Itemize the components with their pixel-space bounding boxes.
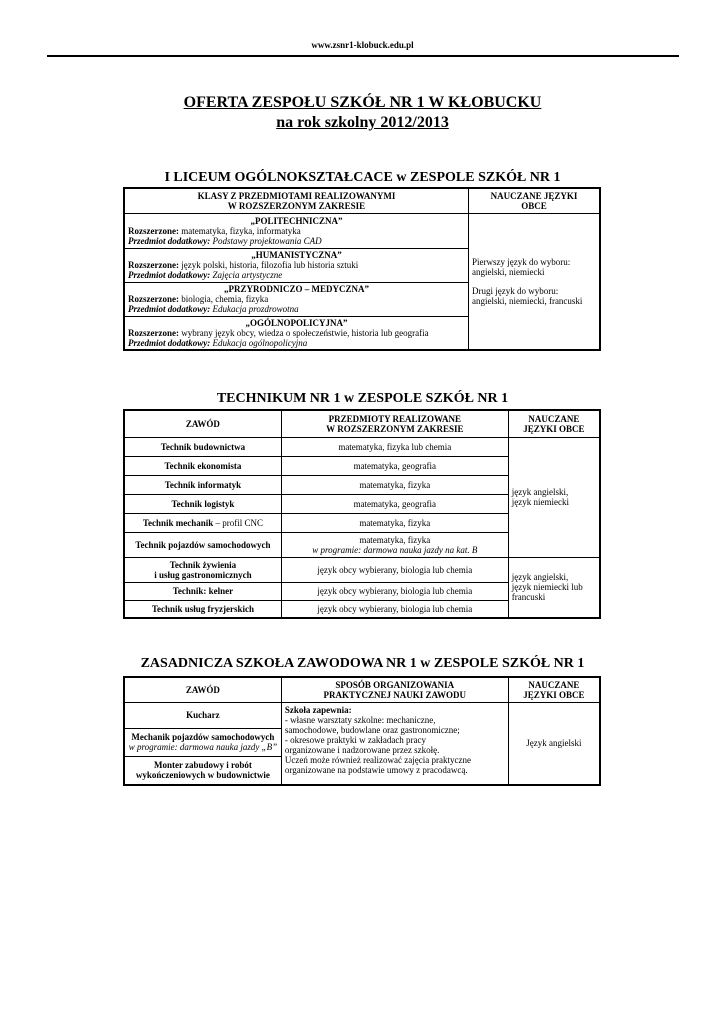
technikum-languages-a: język angielski, język niemiecki [508, 437, 600, 557]
subjects-cell: matematyka, fizyka [281, 475, 508, 494]
profession-cell: Technik pojazdów samochodowych [124, 532, 281, 557]
technikum-header-row [124, 410, 600, 437]
technikum-table [123, 409, 601, 619]
zawodowa-heading: ZASADNICZA SZKOŁA ZAWODOWA NR 1 w ZESPOLE SZKÓŁ NR 1 [140, 656, 585, 671]
page-title: OFERTA ZESPOŁU SZKÓŁ NR 1 W KŁOBUCKU [183, 94, 542, 111]
profession-cell: Mechanik pojazdów samochodowych w programie: darmowa nauka jazdy „B” [124, 728, 281, 756]
liceum-header-row [124, 188, 600, 213]
profession-cell: Monter zabudowy i robót wykończeniowych w budownictwie [124, 756, 281, 785]
subjects-cell: matematyka, geografia [281, 494, 508, 513]
header-rule [47, 55, 679, 57]
profession-cell: Technik mechanik – profil CNC [124, 513, 281, 532]
profession-cell: Technik ekonomista [124, 456, 281, 475]
profession-cell: Technik informatyk [124, 475, 281, 494]
zawodowa-col-profession: ZAWÓD [124, 677, 281, 702]
liceum-class-cell: „POLITECHNICZNA” Rozszerzone: matematyka, fizyka, informatyka Przedmiot dodatkowy: Podstawy projektowania CAD [124, 213, 468, 248]
liceum-languages-cell: Pierwszy język do wyboru: angielski, niemiecki Drugi język do wyboru: angielski, niemiecki, francuski [468, 213, 600, 350]
liceum-col-classes: KLASY Z PRZEDMIOTAMI REALIZOWANYMI W ROZSZERZONYM ZAKRESIE [124, 188, 468, 213]
technikum-col-languages: NAUCZANE JĘZYKI OBCE [508, 410, 600, 437]
page-subtitle: na rok szkolny 2012/2013 [276, 114, 449, 131]
liceum-heading: I LICEUM OGÓLNOKSZTAŁCACE w ZESPOLE SZKÓŁ NR 1 [164, 170, 561, 185]
profession-cell: Technik żywienia i usług gastronomicznych [124, 557, 281, 582]
liceum-class-cell: „HUMANISTYCZNA” Rozszerzone: język polski, historia, filozofia lub historia sztuki Przedmiot dodatkowy: Zajęcia artystyczne [124, 248, 468, 282]
liceum-col-languages: NAUCZANE JĘZYKI OBCE [468, 188, 600, 213]
profession-cell: Technik: kelner [124, 582, 281, 600]
subjects-cell: matematyka, fizyka [281, 513, 508, 532]
zawodowa-table [123, 676, 601, 786]
subjects-cell: matematyka, geografia [281, 456, 508, 475]
zawodowa-col-organization: SPOSÓB ORGANIZOWANIA PRAKTYCZNEJ NAUKI ZAWODU [281, 677, 508, 702]
liceum-class-row [124, 213, 600, 248]
subjects-cell: język obcy wybierany, biologia lub chemia [281, 557, 508, 582]
organization-cell: Szkoła zapewnia: - własne warsztaty szkolne: mechaniczne, samochodowe, budowlane oraz gastronomiczne; - okresowe praktyki w zakładach pracy organizowane i nadzorowane przez szkołę. Uczeń może również realizować zajęcia praktyczne organizowane na podstawie umowy z pracodawcą. [281, 702, 508, 785]
technikum-col-subjects: PRZEDMIOTY REALIZOWANE W ROZSZERZONYM ZAKRESIE [281, 410, 508, 437]
liceum-table [123, 187, 601, 351]
profession-cell: Kucharz [124, 702, 281, 728]
technikum-heading: TECHNIKUM NR 1 w ZESPOLE SZKÓŁ NR 1 [216, 391, 509, 406]
zawodowa-col-languages: NAUCZANE JĘZYKI OBCE [508, 677, 600, 702]
subjects-cell: matematyka, fizyka w programie: darmowa nauka jazdy na kat. B [281, 532, 508, 557]
subjects-cell: matematyka, fizyka lub chemia [281, 437, 508, 456]
subjects-cell: język obcy wybierany, biologia lub chemia [281, 600, 508, 618]
zawodowa-row [124, 702, 600, 728]
profession-cell: Technik budownictwa [124, 437, 281, 456]
technikum-col-profession: ZAWÓD [124, 410, 281, 437]
profession-cell: Technik usług fryzjerskich [124, 600, 281, 618]
zawodowa-header-row [124, 677, 600, 702]
liceum-class-cell: „PRZYRODNICZO – MEDYCZNA” Rozszerzone: biologia, chemia, fizyka Przedmiot dodatkowy: Edukacja prozdrowotna [124, 282, 468, 316]
zawodowa-languages-cell: Język angielski [508, 702, 600, 785]
liceum-class-cell: „OGÓLNOPOLICYJNA” Rozszerzone: wybrany język obcy, wiedza o społeczeństwie, historia lub geografia Przedmiot dodatkowy: Edukacja ogólnopolicyjna [124, 316, 468, 350]
header-url: www.zsnr1-klobuck.edu.pl [311, 40, 414, 50]
technikum-row [124, 437, 600, 456]
subjects-cell: język obcy wybierany, biologia lub chemia [281, 582, 508, 600]
profession-cell: Technik logistyk [124, 494, 281, 513]
technikum-row [124, 557, 600, 582]
technikum-languages-b: język angielski, język niemiecki lub francuski [508, 557, 600, 618]
